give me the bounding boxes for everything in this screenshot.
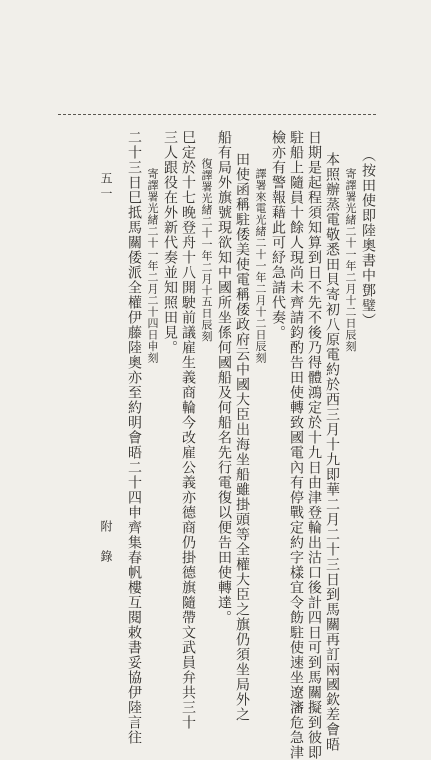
text-column: 日期是起程須知算到日不先不後乃得體鴻定於十九日由津登輪出沽口後計四日可到馬關擬到彼即 <box>306 130 322 760</box>
text-column: 檢亦有警報藉此可紓急請代奏。 <box>270 130 286 340</box>
text-column: 船有局外旗號現欲知中國所坐係何國船及何船名先行電復以便告田使轉達。 <box>216 130 232 625</box>
text-column: 駐船上隨員十餘人現尚未齊請鈞酌告田使轉致國電內有停戰定約字樣宜令飭駐使速坐遼瀋危急津 <box>288 130 304 760</box>
page-number: 五一 <box>99 172 113 202</box>
text-column: 本照辦蒸電敬悉田貝寄初八原電約於西三月十九即華二月二十三日到馬關再訂兩國欽差會晤 <box>324 152 340 752</box>
telegram-heading: 譯署來電光緒二十一年二月十二日辰刻 <box>254 168 267 364</box>
text-column: 巳定於十七晚登舟十八開駛前議雇生義商輪今改雇公義亦德商仍掛德旗隨帶文武員弁共三十 <box>180 130 196 730</box>
text-column: 田使函稱駐倭美使電稱倭政府云中國大臣出海坐船雖掛頭等全權大臣之旗仍須坐局外之 <box>234 152 250 722</box>
text-column: 二十三日巳抵馬關倭派全權伊藤陸奧亦至約明會晤二十四申齊集春帆樓互閱敕書妥協伊陸言往 <box>126 130 142 745</box>
telegram-heading: 寄譯署光緒二十一年二月二十四日申刻 <box>146 168 159 364</box>
footer-section-label: 附 錄 <box>99 520 113 565</box>
text-column: 三人跟役在外新代奏並知照田見。 <box>162 130 178 355</box>
note-line: （按田使即陸奧書中鄧璧） <box>360 148 376 328</box>
dashed-separator <box>58 114 376 115</box>
telegram-heading: 復譯署光緒二十一年二月十五日辰刻 <box>200 158 213 342</box>
telegram-heading: 寄譯署光緒二十一年二月十二日辰刻 <box>344 168 357 352</box>
